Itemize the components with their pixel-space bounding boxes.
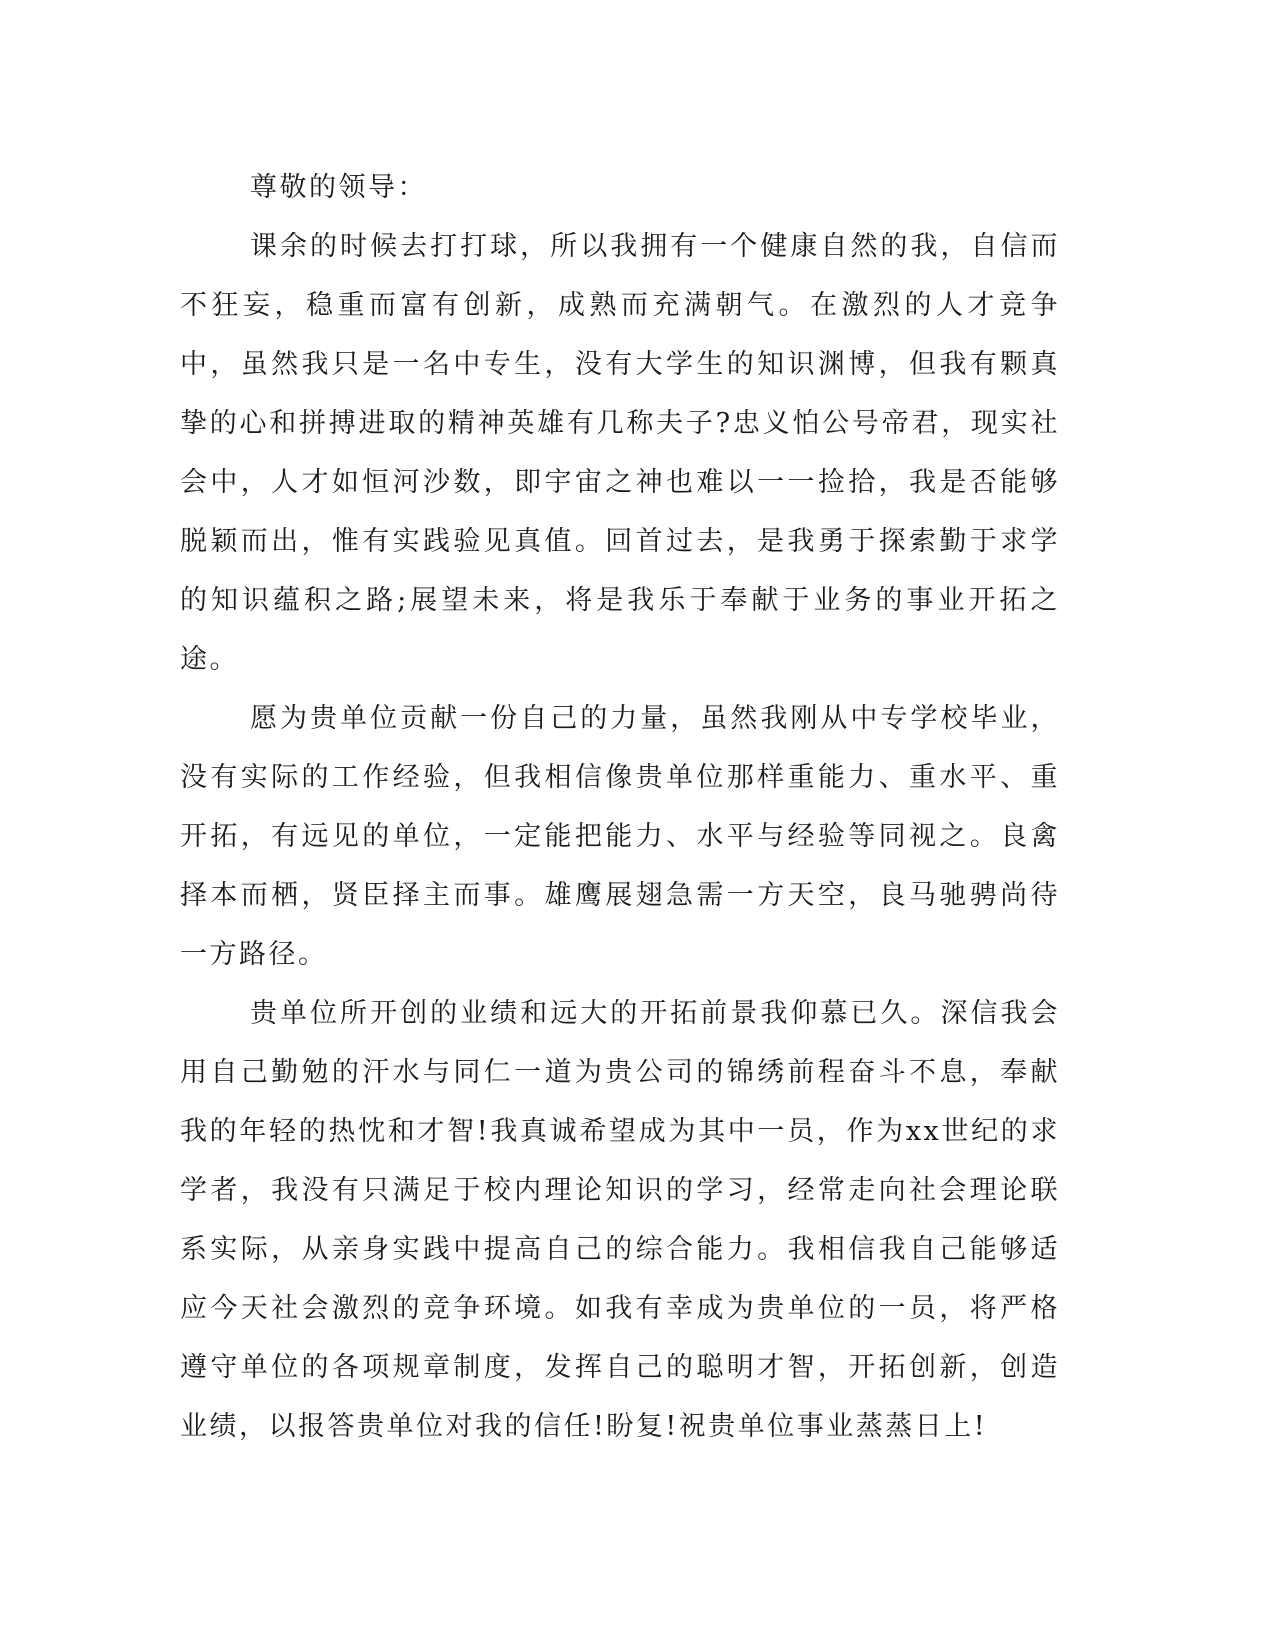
paragraph-2: 愿为贵单位贡献一份自己的力量，虽然我刚从中专学校毕业，没有实际的工作经验，但我相信像贵单位那样重能力、重水平、重开拓，有远见的单位，一定能把能力、水平与经验等同视之。良禽择本而栖，贤臣择主而事。雄鹰展翅急需一方天空，良马驰骋尚待一方路径。 <box>180 703 1060 970</box>
letter-body <box>180 158 1060 1456</box>
paragraph-3: 贵单位所开创的业绩和远大的开拓前景我仰慕已久。深信我会用自己勤勉的汗水与同仁一道为贵公司的锦绣前程奋斗不息，奉献我的年轻的热忱和才智!我真诚希望成为其中一员，作为xx世纪的求学者，我没有只满足于校内理论知识的学习，经常走向社会理论联系实际，从亲身实践中提高自己的综合能力。我相信我自己能够适应今天社会激烈的竞争环境。如我有幸成为贵单位的一员，将严格遵守单位的各项规章制度，发挥自己的聪明才智，开拓创新，创造业绩，以报答贵单位对我的信任!盼复!祝贵单位事业蒸蒸日上! <box>180 998 1060 1442</box>
salutation: 尊敬的领导： <box>250 172 427 203</box>
paragraph-1: 课余的时候去打打球，所以我拥有一个健康自然的我，自信而不狂妄，稳重而富有创新，成熟而充满朝气。在激烈的人才竞争中，虽然我只是一名中专生，没有大学生的知识渊博，但我有颗真挚的心和拼搏进取的精神英雄有几称夫子?忠义怕公号帝君，现实社会中，人才如恒河沙数，即宇宙之神也难以一一捡拾，我是否能够脱颖而出，惟有实践验见真值。回首过去，是我勇于探索勤于求学的知识蕴积之路;展望未来，将是我乐于奉献于业务的事业开拓之途。 <box>180 231 1060 675</box>
